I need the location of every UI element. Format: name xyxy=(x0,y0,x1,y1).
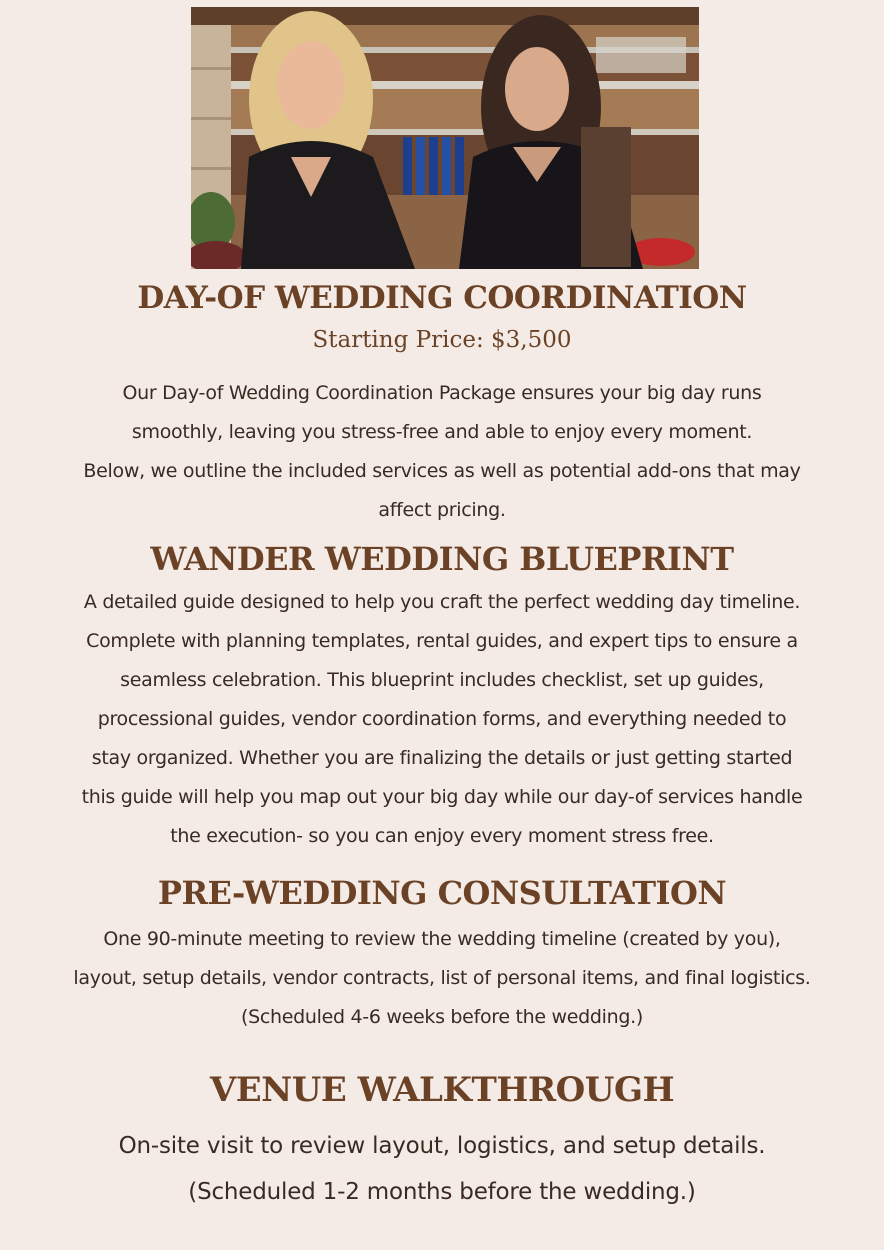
page-title: DAY-OF WEDDING COORDINATION xyxy=(137,280,747,316)
starting-price: Starting Price: $3,500 xyxy=(312,327,572,353)
intro-line: smoothly, leaving you stress-free and able to enjoy every moment. xyxy=(131,421,753,443)
walkthrough-line: (Scheduled 1-2 months before the wedding.) xyxy=(188,1179,696,1205)
team-photo xyxy=(191,7,699,269)
blueprint-line: stay organized. Whether you are finalizing the details or just getting started xyxy=(91,747,793,769)
blueprint-line: Complete with planning templates, rental guides, and expert tips to ensure a xyxy=(86,630,798,652)
consultation-line: layout, setup details, vendor contracts, list of personal items, and final logistics. xyxy=(73,967,811,989)
walkthrough-heading: VENUE WALKTHROUGH xyxy=(209,1070,675,1110)
consultation-line: One 90-minute meeting to review the wedding timeline (created by you), xyxy=(103,928,781,950)
consultation-heading: PRE-WEDDING CONSULTATION xyxy=(157,874,727,912)
blueprint-line: seamless celebration. This blueprint includes checklist, set up guides, xyxy=(120,669,764,691)
blueprint-heading: WANDER WEDDING BLUEPRINT xyxy=(150,540,734,578)
consultation-line: (Scheduled 4-6 weeks before the wedding.) xyxy=(240,1006,644,1028)
walkthrough-line: On-site visit to review layout, logistics, and setup details. xyxy=(118,1133,766,1159)
team-photo-illustration xyxy=(191,7,699,269)
blueprint-line: this guide will help you map out your big day while our day-of services handle xyxy=(81,786,803,808)
blueprint-line: processional guides, vendor coordination forms, and everything needed to xyxy=(97,708,787,730)
intro-line: Our Day-of Wedding Coordination Package ensures your big day runs xyxy=(122,382,762,404)
intro-line: Below, we outline the included services as well as potential add-ons that may xyxy=(83,460,801,482)
intro-line: affect pricing. xyxy=(378,499,506,521)
blueprint-line: A detailed guide designed to help you craft the perfect wedding day timeline. xyxy=(83,591,801,613)
blueprint-line: the execution- so you can enjoy every moment stress free. xyxy=(170,825,714,847)
